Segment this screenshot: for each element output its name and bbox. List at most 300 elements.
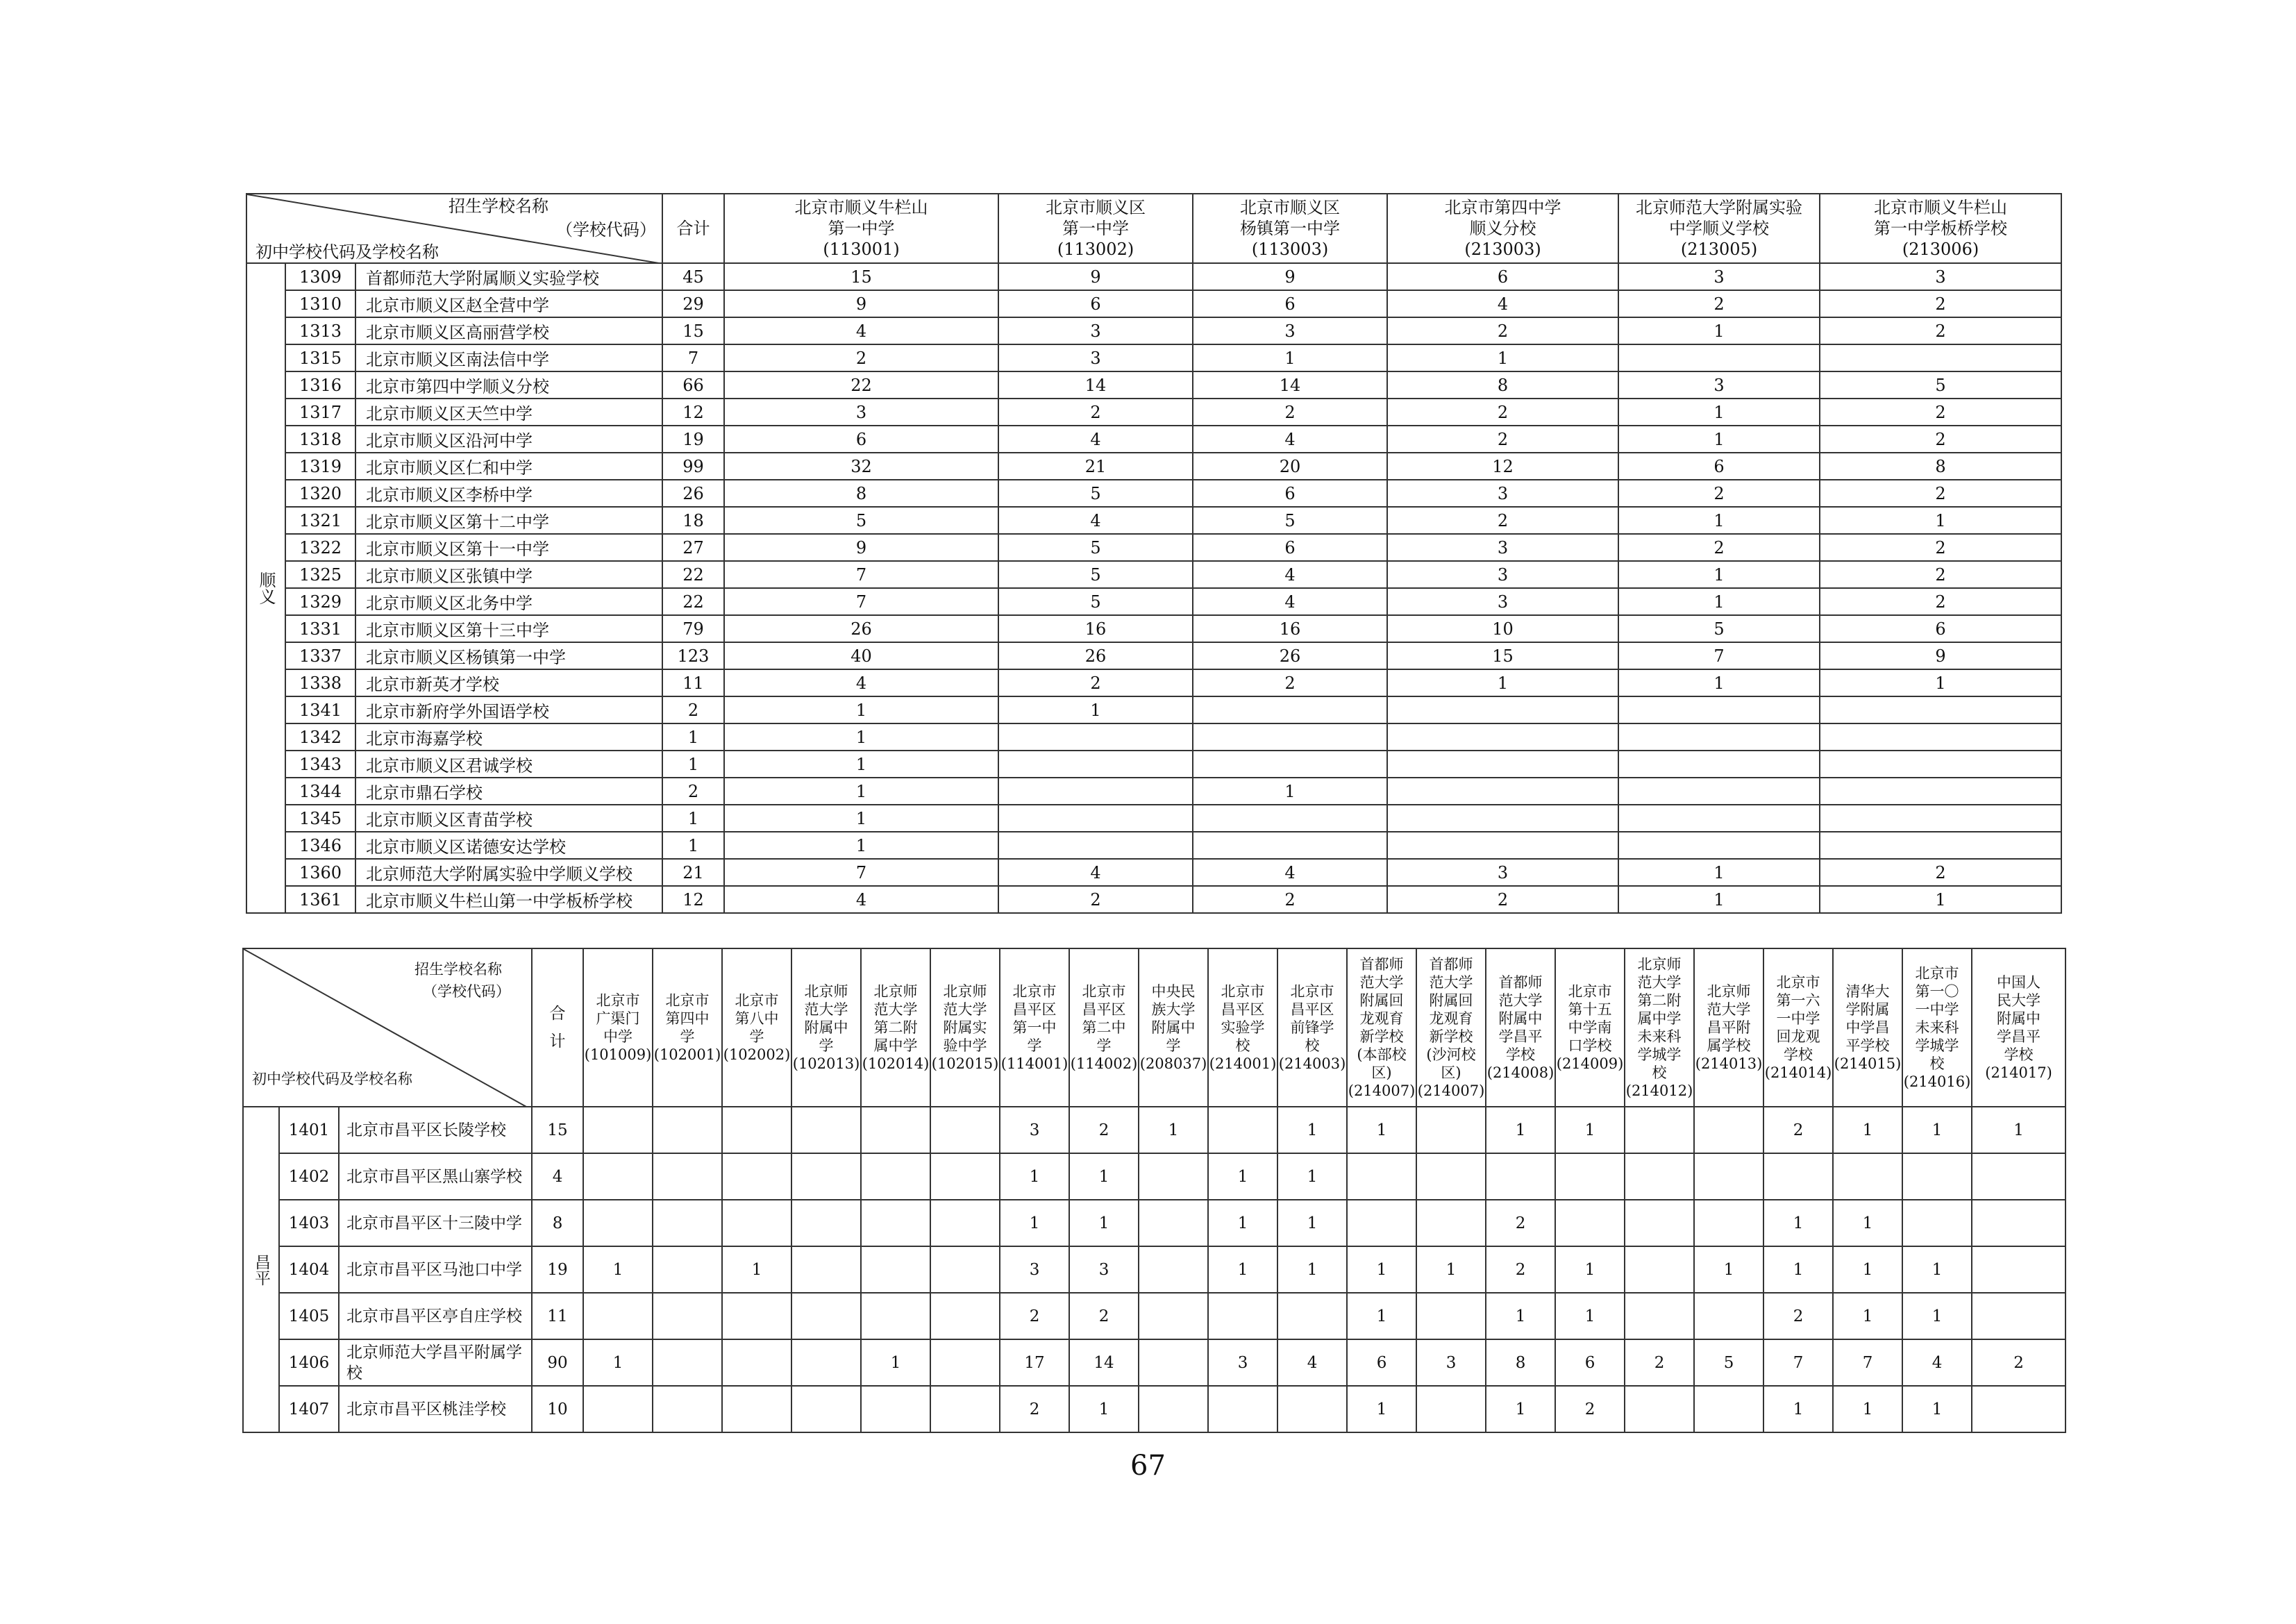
quota-cell: 7 bbox=[1618, 642, 1820, 669]
school-code: 1319 bbox=[285, 453, 355, 480]
quota-cell bbox=[722, 1293, 791, 1339]
school-name: 北京市顺义区第十一中学 bbox=[355, 534, 662, 561]
table-row bbox=[246, 859, 2061, 886]
quota-cell bbox=[1820, 696, 2061, 723]
total-header: 合计 bbox=[532, 948, 583, 1107]
quota-cell: 3 bbox=[998, 344, 1193, 371]
quota-cell: 3 bbox=[1820, 263, 2061, 290]
quota-cell: 22 bbox=[724, 371, 998, 399]
table-row bbox=[243, 1107, 2065, 1153]
quota-cell: 2 bbox=[1387, 399, 1618, 426]
column-header: 清华大 学附属 中学昌 平学校 (214015) bbox=[1833, 948, 1902, 1107]
table-row bbox=[246, 507, 2061, 534]
column-header: 北京市 广渠门 中学 (101009) bbox=[583, 948, 653, 1107]
row-total: 4 bbox=[532, 1153, 583, 1200]
table-row bbox=[246, 290, 2061, 317]
quota-cell: 1 bbox=[1694, 1246, 1763, 1293]
quota-cell bbox=[791, 1293, 861, 1339]
header-corner-cell bbox=[243, 948, 532, 1107]
quota-cell: 2 bbox=[1820, 859, 2061, 886]
quota-cell: 3 bbox=[998, 317, 1193, 344]
quota-cell bbox=[722, 1386, 791, 1432]
quota-cell bbox=[791, 1246, 861, 1293]
quota-cell: 2 bbox=[1387, 317, 1618, 344]
quota-cell: 8 bbox=[724, 480, 998, 507]
quota-cell: 3 bbox=[1000, 1246, 1069, 1293]
quota-cell bbox=[861, 1107, 930, 1153]
quota-cell bbox=[1139, 1200, 1208, 1246]
table-row bbox=[246, 263, 2061, 290]
quota-cell: 4 bbox=[1193, 561, 1387, 588]
school-code: 1346 bbox=[285, 832, 355, 859]
quota-cell: 1 bbox=[583, 1339, 653, 1386]
quota-cell bbox=[998, 751, 1193, 778]
quota-cell bbox=[930, 1200, 1000, 1246]
row-total: 12 bbox=[662, 399, 724, 426]
quota-cell: 1 bbox=[724, 751, 998, 778]
quota-cell: 4 bbox=[724, 886, 998, 913]
quota-cell: 3 bbox=[1416, 1339, 1486, 1386]
quota-cell bbox=[1618, 805, 1820, 832]
quota-cell bbox=[1555, 1153, 1625, 1200]
quota-cell: 2 bbox=[1972, 1339, 2065, 1386]
school-code: 1343 bbox=[285, 751, 355, 778]
quota-cell bbox=[1972, 1386, 2065, 1432]
school-name: 北京市第四中学顺义分校 bbox=[355, 371, 662, 399]
quota-cell bbox=[930, 1153, 1000, 1200]
quota-cell: 4 bbox=[1193, 859, 1387, 886]
table-row bbox=[246, 561, 2061, 588]
quota-cell: 1 bbox=[724, 778, 998, 805]
quota-cell bbox=[1820, 751, 2061, 778]
school-name: 北京市昌平区亭自庄学校 bbox=[339, 1293, 532, 1339]
quota-cell: 14 bbox=[998, 371, 1193, 399]
quota-cell: 1 bbox=[861, 1339, 930, 1386]
column-header: 北京市顺义区 杨镇第一中学 (113003) bbox=[1193, 194, 1387, 263]
quota-cell bbox=[722, 1107, 791, 1153]
quota-cell: 1 bbox=[1069, 1386, 1139, 1432]
quota-cell bbox=[998, 805, 1193, 832]
quota-cell bbox=[1208, 1107, 1277, 1153]
quota-cell: 3 bbox=[1000, 1107, 1069, 1153]
table-row bbox=[246, 588, 2061, 615]
corner-top-label: 招生学校名称 bbox=[414, 961, 502, 978]
quota-cell: 2 bbox=[1555, 1386, 1625, 1432]
quota-cell bbox=[1618, 723, 1820, 751]
quota-cell: 1 bbox=[1069, 1200, 1139, 1246]
quota-cell bbox=[930, 1386, 1000, 1432]
column-header: 中国人 民大学 附属中 学昌平 学校 (214017) bbox=[1972, 948, 2065, 1107]
school-name: 首都师范大学附属顺义实验学校 bbox=[355, 263, 662, 290]
table-row bbox=[246, 778, 2061, 805]
quota-cell: 2 bbox=[1193, 399, 1387, 426]
column-header: 北京师范大学附属实验 中学顺义学校 (213005) bbox=[1618, 194, 1820, 263]
quota-cell: 5 bbox=[998, 534, 1193, 561]
quota-cell: 1 bbox=[1347, 1246, 1416, 1293]
quota-cell: 2 bbox=[1618, 534, 1820, 561]
quota-cell bbox=[1139, 1339, 1208, 1386]
quota-cell bbox=[1416, 1386, 1486, 1432]
quota-cell: 1 bbox=[1618, 507, 1820, 534]
quota-cell: 26 bbox=[1193, 642, 1387, 669]
quota-cell: 2 bbox=[1387, 507, 1618, 534]
table-row bbox=[246, 480, 2061, 507]
quota-cell: 1 bbox=[1000, 1153, 1069, 1200]
quota-cell bbox=[722, 1200, 791, 1246]
school-code: 1321 bbox=[285, 507, 355, 534]
quota-cell bbox=[1625, 1293, 1694, 1339]
table-row bbox=[246, 886, 2061, 913]
column-header: 北京市 第一六 一中学 回龙观 学校 (214014) bbox=[1763, 948, 1833, 1107]
quota-cell: 1 bbox=[1820, 886, 2061, 913]
quota-cell: 7 bbox=[1833, 1339, 1902, 1386]
quota-cell: 2 bbox=[998, 669, 1193, 696]
quota-cell bbox=[791, 1386, 861, 1432]
school-name: 北京市顺义区仁和中学 bbox=[355, 453, 662, 480]
corner-mid-label: （学校代码） bbox=[556, 220, 656, 240]
quota-cell: 5 bbox=[998, 561, 1193, 588]
school-code: 1315 bbox=[285, 344, 355, 371]
quota-cell bbox=[1694, 1200, 1763, 1246]
table-row bbox=[243, 1386, 2065, 1432]
column-header: 北京师 范大学 第二附 属中学 未来科 学城学 校 (214012) bbox=[1625, 948, 1694, 1107]
row-total: 15 bbox=[532, 1107, 583, 1153]
quota-cell: 4 bbox=[1193, 588, 1387, 615]
quota-cell: 9 bbox=[1820, 642, 2061, 669]
column-header: 北京市 第八中 学 (102002) bbox=[722, 948, 791, 1107]
quota-cell bbox=[930, 1339, 1000, 1386]
quota-cell bbox=[1694, 1153, 1763, 1200]
school-code: 1318 bbox=[285, 426, 355, 453]
quota-cell: 8 bbox=[1486, 1339, 1555, 1386]
school-code: 1403 bbox=[279, 1200, 339, 1246]
row-total: 27 bbox=[662, 534, 724, 561]
quota-cell: 21 bbox=[998, 453, 1193, 480]
table-header-row bbox=[243, 948, 2065, 1107]
school-name: 北京市顺义区南法信中学 bbox=[355, 344, 662, 371]
quota-cell bbox=[1277, 1386, 1347, 1432]
quota-cell bbox=[1387, 723, 1618, 751]
quota-cell: 1 bbox=[1618, 859, 1820, 886]
school-code: 1341 bbox=[285, 696, 355, 723]
corner-mid-label: （学校代码） bbox=[423, 983, 510, 1000]
quota-cell: 6 bbox=[1820, 615, 2061, 642]
quota-cell: 1 bbox=[1486, 1386, 1555, 1432]
quota-cell bbox=[861, 1386, 930, 1432]
quota-cell: 1 bbox=[1000, 1200, 1069, 1246]
school-name: 北京市昌平区十三陵中学 bbox=[339, 1200, 532, 1246]
quota-cell bbox=[653, 1339, 722, 1386]
quota-cell: 1 bbox=[1618, 426, 1820, 453]
school-code: 1406 bbox=[279, 1339, 339, 1386]
quota-cell: 3 bbox=[1387, 480, 1618, 507]
quota-cell: 1 bbox=[1972, 1107, 2065, 1153]
quota-cell: 10 bbox=[1387, 615, 1618, 642]
quota-cell: 2 bbox=[1486, 1200, 1555, 1246]
row-total: 10 bbox=[532, 1386, 583, 1432]
table-row bbox=[243, 1293, 2065, 1339]
quota-cell: 2 bbox=[1193, 669, 1387, 696]
quota-cell: 12 bbox=[1387, 453, 1618, 480]
column-header: 北京市顺义牛栏山 第一中学 (113001) bbox=[724, 194, 998, 263]
column-header: 首都师 范大学 附属回 龙观育 新学校 (沙河校 区) (214007) bbox=[1416, 948, 1486, 1107]
quota-cell: 1 bbox=[1277, 1246, 1347, 1293]
quota-cell bbox=[861, 1246, 930, 1293]
quota-cell: 1 bbox=[1618, 886, 1820, 913]
quota-cell: 1 bbox=[583, 1246, 653, 1293]
table-row bbox=[246, 399, 2061, 426]
quota-cell bbox=[930, 1293, 1000, 1339]
school-name: 北京市顺义区诺德安达学校 bbox=[355, 832, 662, 859]
quota-cell: 1 bbox=[1277, 1107, 1347, 1153]
quota-cell: 1 bbox=[1618, 588, 1820, 615]
quota-cell bbox=[1555, 1200, 1625, 1246]
table-row bbox=[246, 344, 2061, 371]
school-name: 北京市顺义区高丽营学校 bbox=[355, 317, 662, 344]
quota-cell: 1 bbox=[1486, 1107, 1555, 1153]
column-header: 北京市顺义区 第一中学 (113002) bbox=[998, 194, 1193, 263]
header-corner-cell bbox=[246, 194, 662, 263]
school-code: 1322 bbox=[285, 534, 355, 561]
quota-cell: 2 bbox=[1820, 290, 2061, 317]
quota-cell: 3 bbox=[1387, 534, 1618, 561]
quota-cell: 4 bbox=[1193, 426, 1387, 453]
quota-cell bbox=[722, 1153, 791, 1200]
quota-cell bbox=[1139, 1293, 1208, 1339]
quota-cell: 1 bbox=[1902, 1293, 1972, 1339]
quota-cell: 1 bbox=[1193, 778, 1387, 805]
school-name: 北京市海嘉学校 bbox=[355, 723, 662, 751]
school-code: 1342 bbox=[285, 723, 355, 751]
quota-cell bbox=[1618, 696, 1820, 723]
quota-cell bbox=[1139, 1386, 1208, 1432]
quota-cell: 3 bbox=[1387, 561, 1618, 588]
quota-cell: 2 bbox=[1820, 561, 2061, 588]
quota-cell bbox=[1486, 1153, 1555, 1200]
quota-cell bbox=[1193, 696, 1387, 723]
school-name: 北京市新府学外国语学校 bbox=[355, 696, 662, 723]
quota-cell: 1 bbox=[1347, 1293, 1416, 1339]
quota-cell: 1 bbox=[1902, 1246, 1972, 1293]
quota-cell: 2 bbox=[1625, 1339, 1694, 1386]
quota-cell: 2 bbox=[1763, 1107, 1833, 1153]
quota-cell: 1 bbox=[1618, 317, 1820, 344]
school-code: 1325 bbox=[285, 561, 355, 588]
school-code: 1317 bbox=[285, 399, 355, 426]
quota-cell bbox=[1208, 1293, 1277, 1339]
quota-cell: 4 bbox=[1277, 1339, 1347, 1386]
quota-cell: 32 bbox=[724, 453, 998, 480]
quota-cell bbox=[861, 1153, 930, 1200]
table-row bbox=[243, 1246, 2065, 1293]
school-name: 北京市顺义区君诚学校 bbox=[355, 751, 662, 778]
quota-cell: 20 bbox=[1193, 453, 1387, 480]
school-code: 1316 bbox=[285, 371, 355, 399]
quota-cell: 5 bbox=[724, 507, 998, 534]
row-total: 29 bbox=[662, 290, 724, 317]
quota-cell: 1 bbox=[1208, 1153, 1277, 1200]
quota-cell: 9 bbox=[724, 290, 998, 317]
quota-cell bbox=[653, 1246, 722, 1293]
quota-cell bbox=[1625, 1386, 1694, 1432]
school-name: 北京市昌平区马池口中学 bbox=[339, 1246, 532, 1293]
quota-cell bbox=[1694, 1386, 1763, 1432]
table-row bbox=[246, 371, 2061, 399]
column-header: 首都师 范大学 附属中 学昌平 学校 (214008) bbox=[1486, 948, 1555, 1107]
table-row bbox=[246, 317, 2061, 344]
school-code: 1329 bbox=[285, 588, 355, 615]
quota-cell: 1 bbox=[1208, 1246, 1277, 1293]
quota-cell: 4 bbox=[724, 317, 998, 344]
quota-cell bbox=[791, 1339, 861, 1386]
quota-cell: 1 bbox=[1833, 1386, 1902, 1432]
row-total: 79 bbox=[662, 615, 724, 642]
quota-cell: 1 bbox=[1820, 669, 2061, 696]
quota-cell: 1 bbox=[724, 723, 998, 751]
quota-cell: 1 bbox=[1139, 1107, 1208, 1153]
quota-cell bbox=[583, 1200, 653, 1246]
school-code: 1320 bbox=[285, 480, 355, 507]
school-code: 1401 bbox=[279, 1107, 339, 1153]
quota-cell bbox=[1416, 1200, 1486, 1246]
column-header: 中央民 族大学 附属中 学 (208037) bbox=[1139, 948, 1208, 1107]
quota-cell: 1 bbox=[724, 832, 998, 859]
corner-top-label: 招生学校名称 bbox=[449, 196, 548, 216]
quota-cell: 1 bbox=[1833, 1293, 1902, 1339]
quota-cell: 2 bbox=[1193, 886, 1387, 913]
school-name: 北京市顺义区北务中学 bbox=[355, 588, 662, 615]
column-header: 北京市第四中学 顺义分校 (213003) bbox=[1387, 194, 1618, 263]
quota-cell bbox=[583, 1107, 653, 1153]
column-header: 北京市 第十五 中学南 口学校 (214009) bbox=[1555, 948, 1625, 1107]
school-name: 北京师范大学昌平附属学校 bbox=[339, 1339, 532, 1386]
row-total: 2 bbox=[662, 696, 724, 723]
quota-cell: 1 bbox=[1193, 344, 1387, 371]
quota-cell bbox=[653, 1153, 722, 1200]
quota-cell: 1 bbox=[1763, 1200, 1833, 1246]
quota-cell: 2 bbox=[1069, 1293, 1139, 1339]
changping-admission-table bbox=[242, 948, 2066, 1433]
school-name: 北京市顺义区第十三中学 bbox=[355, 615, 662, 642]
quota-cell: 1 bbox=[1618, 399, 1820, 426]
quota-cell bbox=[1139, 1246, 1208, 1293]
row-total: 1 bbox=[662, 805, 724, 832]
table-row bbox=[243, 1339, 2065, 1386]
table-row bbox=[246, 723, 2061, 751]
quota-cell: 5 bbox=[1618, 615, 1820, 642]
quota-cell bbox=[1387, 751, 1618, 778]
quota-cell: 1 bbox=[1763, 1246, 1833, 1293]
quota-cell: 1 bbox=[1486, 1293, 1555, 1339]
row-total: 1 bbox=[662, 723, 724, 751]
quota-cell: 6 bbox=[1347, 1339, 1416, 1386]
row-total: 18 bbox=[662, 507, 724, 534]
school-code: 1402 bbox=[279, 1153, 339, 1200]
quota-cell: 8 bbox=[1820, 453, 2061, 480]
quota-cell: 2 bbox=[1820, 534, 2061, 561]
row-total: 12 bbox=[662, 886, 724, 913]
quota-cell: 26 bbox=[998, 642, 1193, 669]
school-name: 北京市顺义区赵全营中学 bbox=[355, 290, 662, 317]
row-total: 99 bbox=[662, 453, 724, 480]
quota-cell bbox=[1193, 832, 1387, 859]
quota-cell: 3 bbox=[724, 399, 998, 426]
quota-cell bbox=[583, 1293, 653, 1339]
column-header: 北京市 昌平区 实验学 校 (214001) bbox=[1208, 948, 1277, 1107]
school-code: 1337 bbox=[285, 642, 355, 669]
quota-cell: 7 bbox=[724, 859, 998, 886]
row-total: 8 bbox=[532, 1200, 583, 1246]
quota-cell bbox=[1625, 1200, 1694, 1246]
quota-cell bbox=[1193, 751, 1387, 778]
quota-cell bbox=[1387, 696, 1618, 723]
school-code: 1404 bbox=[279, 1246, 339, 1293]
table-row bbox=[243, 1153, 2065, 1200]
quota-cell: 5 bbox=[1193, 507, 1387, 534]
row-total: 19 bbox=[662, 426, 724, 453]
school-code: 1345 bbox=[285, 805, 355, 832]
quota-cell: 6 bbox=[1193, 534, 1387, 561]
school-name: 北京师范大学附属实验中学顺义学校 bbox=[355, 859, 662, 886]
corner-bottom-label: 初中学校代码及学校名称 bbox=[255, 242, 439, 262]
quota-cell bbox=[1694, 1107, 1763, 1153]
quota-cell: 6 bbox=[1193, 290, 1387, 317]
quota-cell bbox=[1416, 1153, 1486, 1200]
quota-cell bbox=[1972, 1246, 2065, 1293]
quota-cell: 4 bbox=[998, 426, 1193, 453]
quota-cell bbox=[1763, 1153, 1833, 1200]
quota-cell: 1 bbox=[998, 696, 1193, 723]
column-header: 北京市 昌平区 第二中 学 (114002) bbox=[1069, 948, 1139, 1107]
shunyi-table-body bbox=[246, 263, 2061, 913]
quota-cell: 1 bbox=[1902, 1386, 1972, 1432]
quota-cell: 2 bbox=[1618, 480, 1820, 507]
school-name: 北京市顺义区天竺中学 bbox=[355, 399, 662, 426]
table-row bbox=[246, 832, 2061, 859]
quota-cell: 14 bbox=[1069, 1339, 1139, 1386]
quota-cell: 1 bbox=[1069, 1153, 1139, 1200]
school-name: 北京市鼎石学校 bbox=[355, 778, 662, 805]
table-row bbox=[246, 805, 2061, 832]
quota-cell: 26 bbox=[724, 615, 998, 642]
quota-cell: 3 bbox=[1208, 1339, 1277, 1386]
school-code: 1309 bbox=[285, 263, 355, 290]
quota-cell bbox=[722, 1339, 791, 1386]
quota-cell: 3 bbox=[1618, 371, 1820, 399]
quota-cell: 9 bbox=[1193, 263, 1387, 290]
quota-cell bbox=[861, 1200, 930, 1246]
shunyi-admission-table bbox=[246, 193, 2062, 914]
row-total: 19 bbox=[532, 1246, 583, 1293]
school-name: 北京市昌平区桃洼学校 bbox=[339, 1386, 532, 1432]
quota-cell: 1 bbox=[724, 696, 998, 723]
school-code: 1407 bbox=[279, 1386, 339, 1432]
quota-cell: 1 bbox=[1555, 1107, 1625, 1153]
quota-cell: 1 bbox=[722, 1246, 791, 1293]
table-row bbox=[246, 615, 2061, 642]
quota-cell: 1 bbox=[1347, 1107, 1416, 1153]
quota-cell bbox=[1902, 1200, 1972, 1246]
quota-cell: 5 bbox=[998, 480, 1193, 507]
quota-cell bbox=[1820, 344, 2061, 371]
column-header: 首都师 范大学 附属回 龙观育 新学校 (本部校 区) (214007) bbox=[1347, 948, 1416, 1107]
table-row bbox=[246, 696, 2061, 723]
school-code: 1338 bbox=[285, 669, 355, 696]
quota-cell: 15 bbox=[724, 263, 998, 290]
row-total: 15 bbox=[662, 317, 724, 344]
school-code: 1361 bbox=[285, 886, 355, 913]
row-total: 66 bbox=[662, 371, 724, 399]
